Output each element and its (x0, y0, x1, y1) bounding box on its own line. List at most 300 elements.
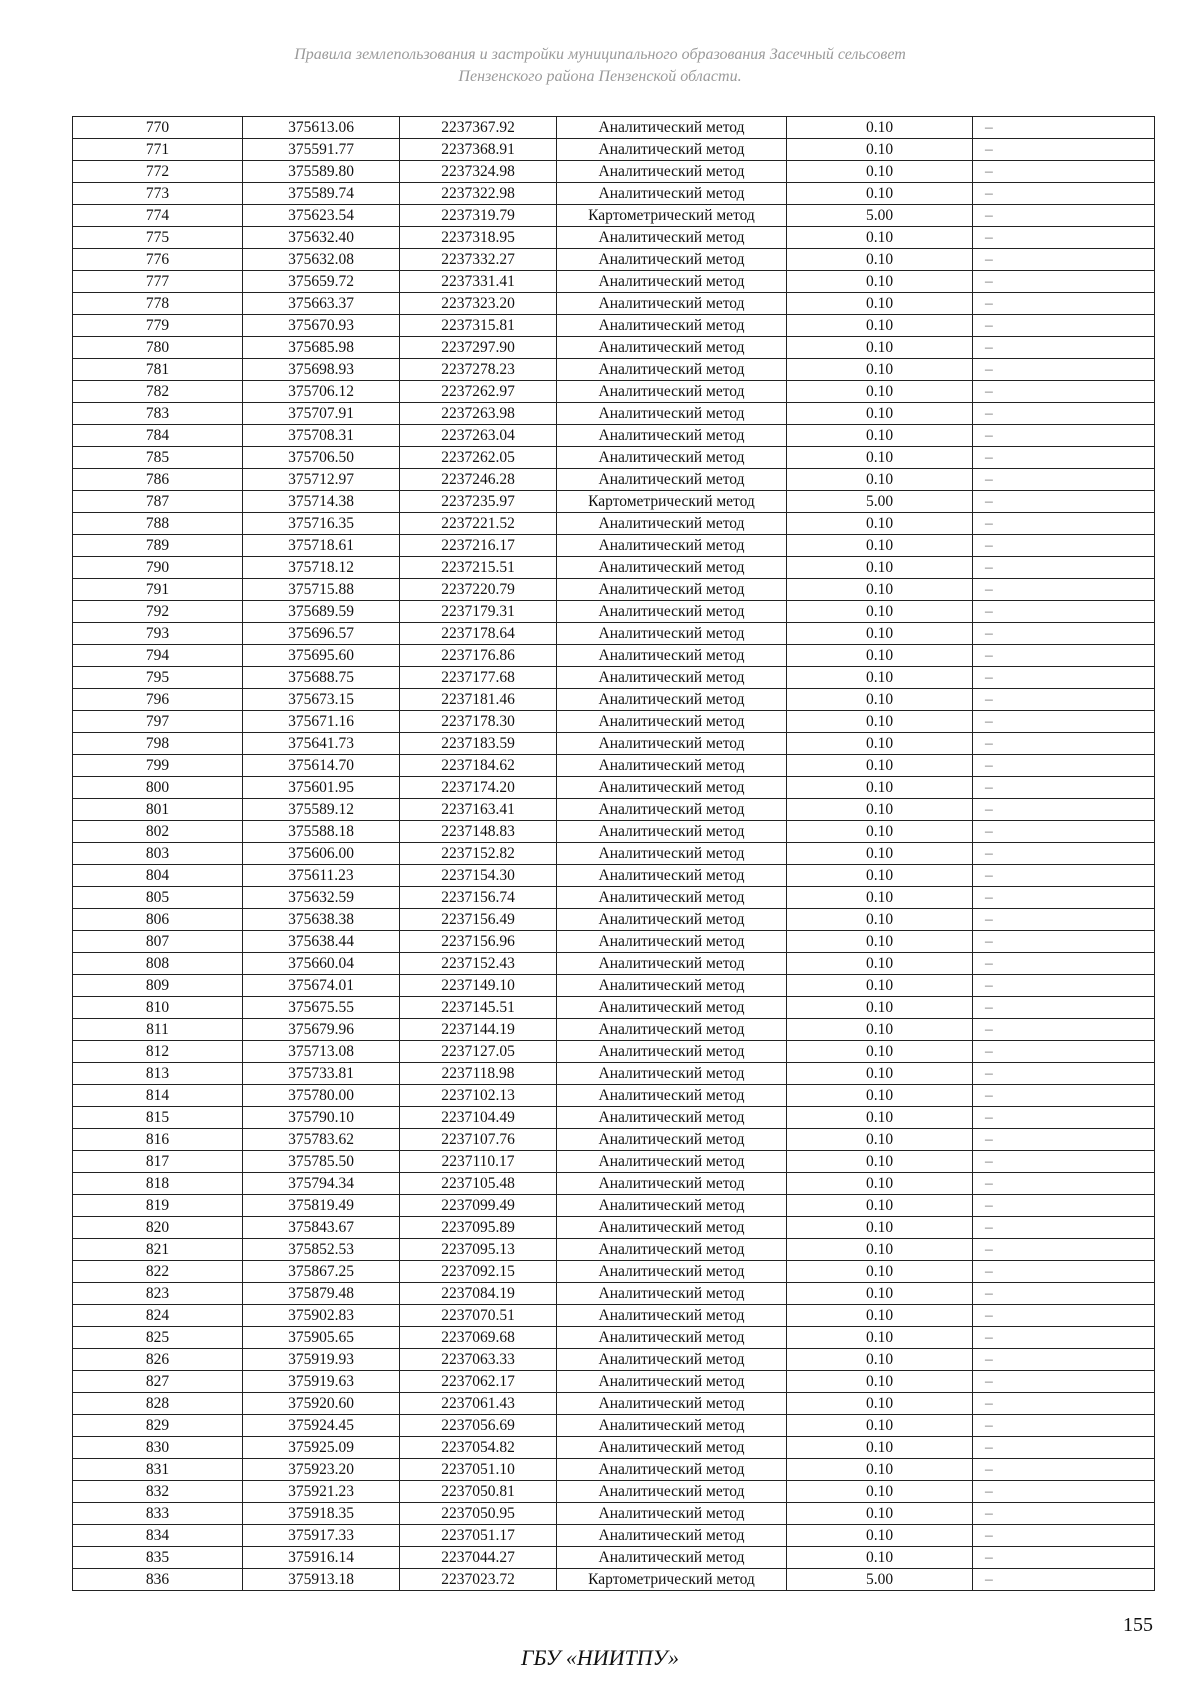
note-cell: – (973, 447, 1155, 469)
y-coordinate-cell: 2237092.15 (400, 1261, 557, 1283)
point-number-cell: 792 (73, 601, 243, 623)
x-coordinate-cell: 375601.95 (243, 777, 400, 799)
note-cell: – (973, 491, 1155, 513)
x-coordinate-cell: 375606.00 (243, 843, 400, 865)
method-cell: Аналитический метод (557, 1129, 787, 1151)
x-coordinate-cell: 375707.91 (243, 403, 400, 425)
note-cell: – (973, 1327, 1155, 1349)
x-coordinate-cell: 375715.88 (243, 579, 400, 601)
x-coordinate-cell: 375925.09 (243, 1437, 400, 1459)
method-cell: Аналитический метод (557, 755, 787, 777)
x-coordinate-cell: 375783.62 (243, 1129, 400, 1151)
table-row (73, 1283, 1155, 1305)
accuracy-cell: 0.10 (787, 1019, 973, 1041)
table-row (73, 1019, 1155, 1041)
x-coordinate-cell: 375632.08 (243, 249, 400, 271)
note-cell: – (973, 1217, 1155, 1239)
method-cell: Аналитический метод (557, 271, 787, 293)
note-cell: – (973, 293, 1155, 315)
x-coordinate-cell: 375714.38 (243, 491, 400, 513)
note-cell: – (973, 535, 1155, 557)
accuracy-cell: 0.10 (787, 1129, 973, 1151)
table-row (73, 535, 1155, 557)
x-coordinate-cell: 375733.81 (243, 1063, 400, 1085)
table-row (73, 799, 1155, 821)
note-cell: – (973, 821, 1155, 843)
table-row (73, 1393, 1155, 1415)
point-number-cell: 811 (73, 1019, 243, 1041)
accuracy-cell: 0.10 (787, 1151, 973, 1173)
note-cell: – (973, 1415, 1155, 1437)
point-number-cell: 800 (73, 777, 243, 799)
x-coordinate-cell: 375879.48 (243, 1283, 400, 1305)
accuracy-cell: 0.10 (787, 1437, 973, 1459)
y-coordinate-cell: 2237118.98 (400, 1063, 557, 1085)
y-coordinate-cell: 2237184.62 (400, 755, 557, 777)
point-number-cell: 812 (73, 1041, 243, 1063)
method-cell: Аналитический метод (557, 843, 787, 865)
method-cell: Аналитический метод (557, 1173, 787, 1195)
point-number-cell: 789 (73, 535, 243, 557)
table-row (73, 1547, 1155, 1569)
note-cell: – (973, 425, 1155, 447)
accuracy-cell: 0.10 (787, 865, 973, 887)
note-cell: – (973, 1129, 1155, 1151)
note-cell: – (973, 931, 1155, 953)
y-coordinate-cell: 2237069.68 (400, 1327, 557, 1349)
point-number-cell: 798 (73, 733, 243, 755)
y-coordinate-cell: 2237215.51 (400, 557, 557, 579)
x-coordinate-cell: 375685.98 (243, 337, 400, 359)
table-row (73, 1107, 1155, 1129)
note-cell: – (973, 645, 1155, 667)
accuracy-cell: 0.10 (787, 1217, 973, 1239)
x-coordinate-cell: 375905.65 (243, 1327, 400, 1349)
note-cell: – (973, 1085, 1155, 1107)
table-row (73, 1217, 1155, 1239)
note-cell: – (973, 711, 1155, 733)
method-cell: Аналитический метод (557, 117, 787, 139)
y-coordinate-cell: 2237105.48 (400, 1173, 557, 1195)
accuracy-cell: 5.00 (787, 1569, 973, 1591)
y-coordinate-cell: 2237095.13 (400, 1239, 557, 1261)
table-row (73, 513, 1155, 535)
point-number-cell: 831 (73, 1459, 243, 1481)
y-coordinate-cell: 2237368.91 (400, 139, 557, 161)
note-cell: – (973, 579, 1155, 601)
accuracy-cell: 0.10 (787, 403, 973, 425)
y-coordinate-cell: 2237099.49 (400, 1195, 557, 1217)
note-cell: – (973, 139, 1155, 161)
note-cell: – (973, 689, 1155, 711)
table-row (73, 667, 1155, 689)
method-cell: Аналитический метод (557, 513, 787, 535)
point-number-cell: 783 (73, 403, 243, 425)
point-number-cell: 801 (73, 799, 243, 821)
y-coordinate-cell: 2237246.28 (400, 469, 557, 491)
y-coordinate-cell: 2237163.41 (400, 799, 557, 821)
note-cell: – (973, 975, 1155, 997)
method-cell: Аналитический метод (557, 1503, 787, 1525)
x-coordinate-cell: 375712.97 (243, 469, 400, 491)
point-number-cell: 814 (73, 1085, 243, 1107)
point-number-cell: 791 (73, 579, 243, 601)
note-cell: – (973, 1547, 1155, 1569)
x-coordinate-cell: 375716.35 (243, 513, 400, 535)
method-cell: Аналитический метод (557, 1195, 787, 1217)
y-coordinate-cell: 2237323.20 (400, 293, 557, 315)
method-cell: Аналитический метод (557, 1349, 787, 1371)
point-number-cell: 775 (73, 227, 243, 249)
x-coordinate-cell: 375588.18 (243, 821, 400, 843)
accuracy-cell: 0.10 (787, 1459, 973, 1481)
accuracy-cell: 0.10 (787, 557, 973, 579)
x-coordinate-cell: 375688.75 (243, 667, 400, 689)
table-row (73, 711, 1155, 733)
table-row (73, 645, 1155, 667)
method-cell: Аналитический метод (557, 997, 787, 1019)
x-coordinate-cell: 375671.16 (243, 711, 400, 733)
accuracy-cell: 0.10 (787, 1261, 973, 1283)
point-number-cell: 825 (73, 1327, 243, 1349)
method-cell: Аналитический метод (557, 139, 787, 161)
point-number-cell: 780 (73, 337, 243, 359)
method-cell: Аналитический метод (557, 1525, 787, 1547)
method-cell: Аналитический метод (557, 315, 787, 337)
x-coordinate-cell: 375780.00 (243, 1085, 400, 1107)
accuracy-cell: 0.10 (787, 1503, 973, 1525)
note-cell: – (973, 601, 1155, 623)
x-coordinate-cell: 375902.83 (243, 1305, 400, 1327)
y-coordinate-cell: 2237322.98 (400, 183, 557, 205)
note-cell: – (973, 1525, 1155, 1547)
accuracy-cell: 0.10 (787, 1327, 973, 1349)
accuracy-cell: 0.10 (787, 1063, 973, 1085)
y-coordinate-cell: 2237324.98 (400, 161, 557, 183)
x-coordinate-cell: 375614.70 (243, 755, 400, 777)
point-number-cell: 797 (73, 711, 243, 733)
point-number-cell: 835 (73, 1547, 243, 1569)
accuracy-cell: 0.10 (787, 425, 973, 447)
y-coordinate-cell: 2237148.83 (400, 821, 557, 843)
point-number-cell: 820 (73, 1217, 243, 1239)
y-coordinate-cell: 2237235.97 (400, 491, 557, 513)
point-number-cell: 777 (73, 271, 243, 293)
x-coordinate-cell: 375675.55 (243, 997, 400, 1019)
point-number-cell: 807 (73, 931, 243, 953)
note-cell: – (973, 887, 1155, 909)
accuracy-cell: 0.10 (787, 117, 973, 139)
point-number-cell: 809 (73, 975, 243, 997)
y-coordinate-cell: 2237144.19 (400, 1019, 557, 1041)
method-cell: Аналитический метод (557, 227, 787, 249)
page-number: 155 (1123, 1614, 1153, 1636)
x-coordinate-cell: 375819.49 (243, 1195, 400, 1217)
accuracy-cell: 0.10 (787, 601, 973, 623)
table-row (73, 1063, 1155, 1085)
method-cell: Аналитический метод (557, 1063, 787, 1085)
x-coordinate-cell: 375918.35 (243, 1503, 400, 1525)
accuracy-cell: 0.10 (787, 689, 973, 711)
y-coordinate-cell: 2237177.68 (400, 667, 557, 689)
note-cell: – (973, 1437, 1155, 1459)
x-coordinate-cell: 375638.44 (243, 931, 400, 953)
note-cell: – (973, 843, 1155, 865)
y-coordinate-cell: 2237084.19 (400, 1283, 557, 1305)
accuracy-cell: 0.10 (787, 843, 973, 865)
y-coordinate-cell: 2237051.17 (400, 1525, 557, 1547)
method-cell: Аналитический метод (557, 1371, 787, 1393)
note-cell: – (973, 205, 1155, 227)
accuracy-cell: 0.10 (787, 381, 973, 403)
point-number-cell: 805 (73, 887, 243, 909)
table-row (73, 557, 1155, 579)
table-row (73, 601, 1155, 623)
accuracy-cell: 5.00 (787, 491, 973, 513)
note-cell: – (973, 1481, 1155, 1503)
accuracy-cell: 0.10 (787, 249, 973, 271)
x-coordinate-cell: 375718.61 (243, 535, 400, 557)
x-coordinate-cell: 375696.57 (243, 623, 400, 645)
y-coordinate-cell: 2237183.59 (400, 733, 557, 755)
x-coordinate-cell: 375919.93 (243, 1349, 400, 1371)
x-coordinate-cell: 375670.93 (243, 315, 400, 337)
method-cell: Аналитический метод (557, 1547, 787, 1569)
table-row (73, 1349, 1155, 1371)
accuracy-cell: 0.10 (787, 733, 973, 755)
note-cell: – (973, 381, 1155, 403)
y-coordinate-cell: 2237050.81 (400, 1481, 557, 1503)
method-cell: Аналитический метод (557, 1283, 787, 1305)
accuracy-cell: 0.10 (787, 1547, 973, 1569)
accuracy-cell: 0.10 (787, 337, 973, 359)
point-number-cell: 834 (73, 1525, 243, 1547)
point-number-cell: 796 (73, 689, 243, 711)
x-coordinate-cell: 375718.12 (243, 557, 400, 579)
note-cell: – (973, 337, 1155, 359)
table-row (73, 1327, 1155, 1349)
point-number-cell: 815 (73, 1107, 243, 1129)
accuracy-cell: 0.10 (787, 1173, 973, 1195)
point-number-cell: 819 (73, 1195, 243, 1217)
y-coordinate-cell: 2237054.82 (400, 1437, 557, 1459)
note-cell: – (973, 1063, 1155, 1085)
point-number-cell: 830 (73, 1437, 243, 1459)
x-coordinate-cell: 375641.73 (243, 733, 400, 755)
point-number-cell: 808 (73, 953, 243, 975)
accuracy-cell: 0.10 (787, 711, 973, 733)
note-cell: – (973, 1349, 1155, 1371)
accuracy-cell: 0.10 (787, 1415, 973, 1437)
table-row (73, 315, 1155, 337)
method-cell: Аналитический метод (557, 183, 787, 205)
y-coordinate-cell: 2237176.86 (400, 645, 557, 667)
x-coordinate-cell: 375589.12 (243, 799, 400, 821)
note-cell: – (973, 777, 1155, 799)
note-cell: – (973, 755, 1155, 777)
y-coordinate-cell: 2237318.95 (400, 227, 557, 249)
note-cell: – (973, 1107, 1155, 1129)
point-number-cell: 787 (73, 491, 243, 513)
table-row (73, 1459, 1155, 1481)
method-cell: Аналитический метод (557, 557, 787, 579)
accuracy-cell: 0.10 (787, 821, 973, 843)
y-coordinate-cell: 2237297.90 (400, 337, 557, 359)
table-row (73, 1525, 1155, 1547)
header-line-1: Правила землепользования и застройки муниципального образования Засечный сельсовет (294, 46, 906, 63)
accuracy-cell: 0.10 (787, 667, 973, 689)
method-cell: Аналитический метод (557, 535, 787, 557)
y-coordinate-cell: 2237156.49 (400, 909, 557, 931)
note-cell: – (973, 1019, 1155, 1041)
table-row (73, 183, 1155, 205)
method-cell: Аналитический метод (557, 1261, 787, 1283)
y-coordinate-cell: 2237179.31 (400, 601, 557, 623)
method-cell: Аналитический метод (557, 447, 787, 469)
point-number-cell: 833 (73, 1503, 243, 1525)
footer-organization: ГБУ «НИИТПУ» (520, 1645, 680, 1670)
note-cell: – (973, 271, 1155, 293)
table-row (73, 843, 1155, 865)
accuracy-cell: 0.10 (787, 755, 973, 777)
method-cell: Аналитический метод (557, 1305, 787, 1327)
point-number-cell: 778 (73, 293, 243, 315)
table-row (73, 1195, 1155, 1217)
table-row (73, 1261, 1155, 1283)
y-coordinate-cell: 2237156.96 (400, 931, 557, 953)
table-row (73, 755, 1155, 777)
note-cell: – (973, 1151, 1155, 1173)
accuracy-cell: 0.10 (787, 1239, 973, 1261)
table-row (73, 1569, 1155, 1591)
method-cell: Аналитический метод (557, 1327, 787, 1349)
method-cell: Аналитический метод (557, 425, 787, 447)
accuracy-cell: 0.10 (787, 271, 973, 293)
y-coordinate-cell: 2237278.23 (400, 359, 557, 381)
note-cell: – (973, 227, 1155, 249)
accuracy-cell: 0.10 (787, 535, 973, 557)
y-coordinate-cell: 2237127.05 (400, 1041, 557, 1063)
x-coordinate-cell: 375919.63 (243, 1371, 400, 1393)
point-number-cell: 832 (73, 1481, 243, 1503)
note-cell: – (973, 249, 1155, 271)
table-row (73, 227, 1155, 249)
y-coordinate-cell: 2237107.76 (400, 1129, 557, 1151)
accuracy-cell: 0.10 (787, 579, 973, 601)
note-cell: – (973, 1261, 1155, 1283)
x-coordinate-cell: 375663.37 (243, 293, 400, 315)
x-coordinate-cell: 375921.23 (243, 1481, 400, 1503)
x-coordinate-cell: 375689.59 (243, 601, 400, 623)
point-number-cell: 822 (73, 1261, 243, 1283)
method-cell: Аналитический метод (557, 777, 787, 799)
accuracy-cell: 0.10 (787, 909, 973, 931)
y-coordinate-cell: 2237181.46 (400, 689, 557, 711)
table-row (73, 491, 1155, 513)
method-cell: Аналитический метод (557, 1239, 787, 1261)
point-number-cell: 827 (73, 1371, 243, 1393)
point-number-cell: 829 (73, 1415, 243, 1437)
accuracy-cell: 0.10 (787, 469, 973, 491)
table-row (73, 623, 1155, 645)
table-row (73, 997, 1155, 1019)
x-coordinate-cell: 375706.50 (243, 447, 400, 469)
method-cell: Аналитический метод (557, 1041, 787, 1063)
table-row (73, 931, 1155, 953)
point-number-cell: 772 (73, 161, 243, 183)
note-cell: – (973, 161, 1155, 183)
x-coordinate-cell: 375674.01 (243, 975, 400, 997)
accuracy-cell: 0.10 (787, 777, 973, 799)
method-cell: Аналитический метод (557, 337, 787, 359)
method-cell: Аналитический метод (557, 689, 787, 711)
table-row (73, 733, 1155, 755)
method-cell: Аналитический метод (557, 469, 787, 491)
y-coordinate-cell: 2237220.79 (400, 579, 557, 601)
method-cell: Аналитический метод (557, 249, 787, 271)
method-cell: Аналитический метод (557, 161, 787, 183)
x-coordinate-cell: 375923.20 (243, 1459, 400, 1481)
y-coordinate-cell: 2237315.81 (400, 315, 557, 337)
x-coordinate-cell: 375589.80 (243, 161, 400, 183)
point-number-cell: 771 (73, 139, 243, 161)
method-cell: Аналитический метод (557, 909, 787, 931)
method-cell: Аналитический метод (557, 1085, 787, 1107)
y-coordinate-cell: 2237262.97 (400, 381, 557, 403)
accuracy-cell: 0.10 (787, 1195, 973, 1217)
method-cell: Аналитический метод (557, 799, 787, 821)
y-coordinate-cell: 2237070.51 (400, 1305, 557, 1327)
table-row (73, 1305, 1155, 1327)
accuracy-cell: 0.10 (787, 887, 973, 909)
y-coordinate-cell: 2237178.64 (400, 623, 557, 645)
x-coordinate-cell: 375623.54 (243, 205, 400, 227)
x-coordinate-cell: 375695.60 (243, 645, 400, 667)
table-row (73, 139, 1155, 161)
method-cell: Аналитический метод (557, 293, 787, 315)
table-row (73, 689, 1155, 711)
x-coordinate-cell: 375913.18 (243, 1569, 400, 1591)
point-number-cell: 836 (73, 1569, 243, 1591)
point-number-cell: 826 (73, 1349, 243, 1371)
point-number-cell: 785 (73, 447, 243, 469)
document-header (0, 44, 1200, 88)
accuracy-cell: 0.10 (787, 1481, 973, 1503)
y-coordinate-cell: 2237051.10 (400, 1459, 557, 1481)
y-coordinate-cell: 2237061.43 (400, 1393, 557, 1415)
accuracy-cell: 0.10 (787, 1283, 973, 1305)
accuracy-cell: 0.10 (787, 359, 973, 381)
x-coordinate-cell: 375708.31 (243, 425, 400, 447)
accuracy-cell: 0.10 (787, 1525, 973, 1547)
accuracy-cell: 0.10 (787, 645, 973, 667)
y-coordinate-cell: 2237331.41 (400, 271, 557, 293)
point-number-cell: 823 (73, 1283, 243, 1305)
table-row (73, 117, 1155, 139)
note-cell: – (973, 1195, 1155, 1217)
y-coordinate-cell: 2237156.74 (400, 887, 557, 909)
point-number-cell: 790 (73, 557, 243, 579)
note-cell: – (973, 315, 1155, 337)
note-cell: – (973, 623, 1155, 645)
method-cell: Аналитический метод (557, 1019, 787, 1041)
table-row (73, 1173, 1155, 1195)
point-number-cell: 806 (73, 909, 243, 931)
x-coordinate-cell: 375852.53 (243, 1239, 400, 1261)
accuracy-cell: 0.10 (787, 139, 973, 161)
note-cell: – (973, 557, 1155, 579)
table-row (73, 1129, 1155, 1151)
